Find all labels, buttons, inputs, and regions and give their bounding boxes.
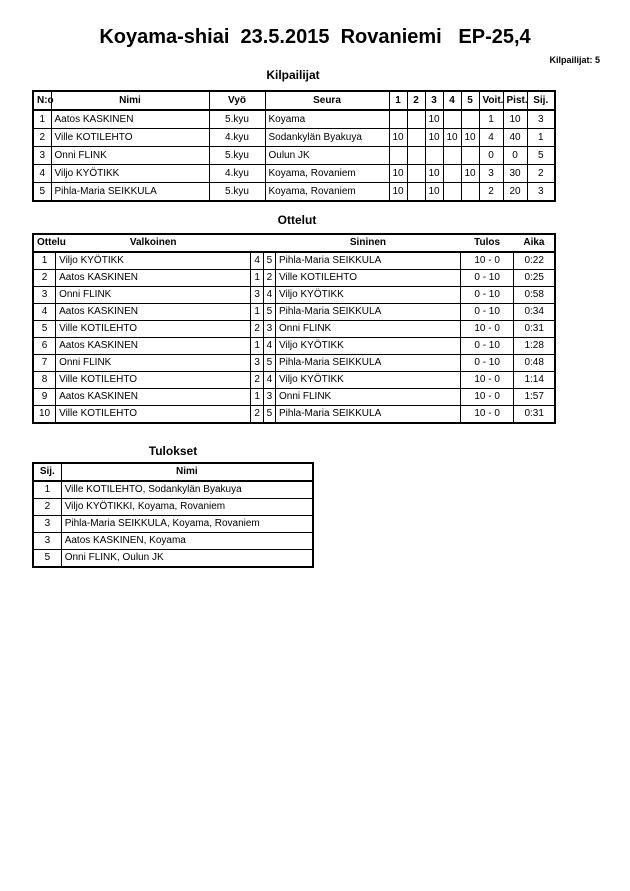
participant-r3 bbox=[425, 147, 443, 165]
match-blue: Pihla-Maria SEIKKULA bbox=[275, 355, 460, 372]
match-white: Viljo KYÖTIKK bbox=[56, 252, 251, 270]
participant-r4: 10 bbox=[443, 129, 461, 147]
participants-table bbox=[32, 90, 556, 202]
result-row bbox=[33, 481, 313, 499]
match-time: 0:58 bbox=[514, 287, 555, 304]
match-time: 1:57 bbox=[514, 389, 555, 406]
match-time: 0:34 bbox=[514, 304, 555, 321]
match-wn: 2 bbox=[251, 372, 263, 389]
participant-name: Onni FLINK bbox=[51, 147, 209, 165]
matches-header-row bbox=[33, 234, 555, 252]
participants-heading: Kilpailijat bbox=[266, 68, 320, 82]
col-header-r2: 2 bbox=[407, 91, 425, 110]
match-bn: 4 bbox=[263, 372, 275, 389]
participant-points: 20 bbox=[503, 183, 527, 202]
participant-place: 3 bbox=[527, 183, 555, 202]
match-row bbox=[33, 406, 555, 424]
participant-belt: 5.kyu bbox=[209, 110, 265, 129]
match-blue: Onni FLINK bbox=[275, 389, 460, 406]
match-bn: 5 bbox=[263, 252, 275, 270]
result-name: Pihla-Maria SEIKKULA, Koyama, Rovaniem bbox=[61, 516, 313, 533]
participant-place: 5 bbox=[527, 147, 555, 165]
match-time: 0:31 bbox=[514, 406, 555, 424]
participant-r1 bbox=[389, 147, 407, 165]
participant-r2 bbox=[407, 165, 425, 183]
match-wn: 1 bbox=[251, 270, 263, 287]
match-time: 0:25 bbox=[514, 270, 555, 287]
participant-r5 bbox=[461, 110, 479, 129]
participant-count: Kilpailijat: 5 bbox=[549, 55, 600, 65]
match-no: 5 bbox=[33, 321, 56, 338]
match-row bbox=[33, 389, 555, 406]
match-result: 0 - 10 bbox=[460, 287, 513, 304]
page-title: Koyama-shiai 23.5.2015 Rovaniemi EP-25,4 bbox=[99, 26, 531, 48]
participant-r3: 10 bbox=[425, 165, 443, 183]
participant-wins: 2 bbox=[479, 183, 503, 202]
participant-place: 2 bbox=[527, 165, 555, 183]
match-wn: 2 bbox=[251, 321, 263, 338]
result-place: 5 bbox=[33, 550, 61, 568]
match-bn: 4 bbox=[263, 287, 275, 304]
participant-belt: 4.kyu bbox=[209, 129, 265, 147]
participant-club: Koyama bbox=[265, 110, 389, 129]
participant-name: Aatos KASKINEN bbox=[51, 110, 209, 129]
match-row bbox=[33, 355, 555, 372]
participant-points: 30 bbox=[503, 165, 527, 183]
match-bn: 5 bbox=[263, 355, 275, 372]
match-result: 10 - 0 bbox=[460, 321, 513, 338]
match-row bbox=[33, 372, 555, 389]
participant-no: 4 bbox=[33, 165, 51, 183]
participant-row bbox=[33, 129, 555, 147]
match-result: 0 - 10 bbox=[460, 338, 513, 355]
match-blue: Pihla-Maria SEIKKULA bbox=[275, 252, 460, 270]
match-result: 0 - 10 bbox=[460, 304, 513, 321]
participant-points: 40 bbox=[503, 129, 527, 147]
match-result: 10 - 0 bbox=[460, 406, 513, 424]
participant-no: 5 bbox=[33, 183, 51, 202]
participant-name: Pihla-Maria SEIKKULA bbox=[51, 183, 209, 202]
match-wn: 3 bbox=[251, 355, 263, 372]
match-time: 0:31 bbox=[514, 321, 555, 338]
participant-wins: 1 bbox=[479, 110, 503, 129]
col-header-name: Nimi bbox=[51, 91, 209, 110]
col-header-no: N:o bbox=[33, 91, 51, 110]
results-heading: Tulokset bbox=[148, 444, 198, 458]
col-header-place: Sij. bbox=[527, 91, 555, 110]
participant-wins: 3 bbox=[479, 165, 503, 183]
match-wn: 4 bbox=[251, 252, 263, 270]
participant-r3: 10 bbox=[425, 183, 443, 202]
match-bn: 5 bbox=[263, 304, 275, 321]
result-row bbox=[33, 499, 313, 516]
result-row bbox=[33, 550, 313, 568]
match-blue: Onni FLINK bbox=[275, 321, 460, 338]
match-row bbox=[33, 321, 555, 338]
matches-table bbox=[32, 233, 556, 424]
participant-row bbox=[33, 165, 555, 183]
match-wn: 1 bbox=[251, 304, 263, 321]
participant-r2 bbox=[407, 147, 425, 165]
match-wn: 2 bbox=[251, 406, 263, 424]
match-row bbox=[33, 252, 555, 270]
participant-name: Viljo KYÖTIKK bbox=[51, 165, 209, 183]
match-blue: Viljo KYÖTIKK bbox=[275, 338, 460, 355]
participant-row bbox=[33, 183, 555, 202]
participant-r4 bbox=[443, 147, 461, 165]
match-no: 6 bbox=[33, 338, 56, 355]
match-bn: 2 bbox=[263, 270, 275, 287]
participant-r5 bbox=[461, 183, 479, 202]
match-time: 1:14 bbox=[514, 372, 555, 389]
col-header-match: Ottelu bbox=[33, 234, 56, 252]
participant-r5 bbox=[461, 147, 479, 165]
results-header-row bbox=[33, 463, 313, 481]
result-name: Aatos KASKINEN, Koyama bbox=[61, 533, 313, 550]
match-no: 4 bbox=[33, 304, 56, 321]
col-header-result: Tulos bbox=[460, 234, 513, 252]
col-header-wins: Voit. bbox=[479, 91, 503, 110]
match-no: 8 bbox=[33, 372, 56, 389]
participant-r1 bbox=[389, 110, 407, 129]
match-no: 3 bbox=[33, 287, 56, 304]
match-blue: Ville KOTILEHTO bbox=[275, 270, 460, 287]
participant-r3: 10 bbox=[425, 129, 443, 147]
match-no: 9 bbox=[33, 389, 56, 406]
col-header-place: Sij. bbox=[33, 463, 61, 481]
match-row bbox=[33, 338, 555, 355]
col-header-white: Valkoinen bbox=[56, 234, 251, 252]
match-result: 0 - 10 bbox=[460, 355, 513, 372]
result-name: Onni FLINK, Oulun JK bbox=[61, 550, 313, 568]
results-table bbox=[32, 462, 314, 568]
match-time: 0:48 bbox=[514, 355, 555, 372]
participant-belt: 4.kyu bbox=[209, 165, 265, 183]
match-white: Onni FLINK bbox=[56, 355, 251, 372]
participant-no: 2 bbox=[33, 129, 51, 147]
participants-header-row bbox=[33, 91, 555, 110]
match-result: 10 - 0 bbox=[460, 389, 513, 406]
match-no: 2 bbox=[33, 270, 56, 287]
participant-name: Ville KOTILEHTO bbox=[51, 129, 209, 147]
participant-row bbox=[33, 147, 555, 165]
col-header-points: Pist. bbox=[503, 91, 527, 110]
participant-r2 bbox=[407, 110, 425, 129]
participant-belt: 5.kyu bbox=[209, 183, 265, 202]
col-header-blue: Sininen bbox=[275, 234, 460, 252]
col-header-r5: 5 bbox=[461, 91, 479, 110]
col-header-time: Aika bbox=[514, 234, 555, 252]
participant-points: 10 bbox=[503, 110, 527, 129]
col-header-r3: 3 bbox=[425, 91, 443, 110]
participant-r1: 10 bbox=[389, 129, 407, 147]
col-header-club: Seura bbox=[265, 91, 389, 110]
participant-place: 3 bbox=[527, 110, 555, 129]
match-blue: Pihla-Maria SEIKKULA bbox=[275, 304, 460, 321]
col-header-belt: Vyö bbox=[209, 91, 265, 110]
match-white: Aatos KASKINEN bbox=[56, 270, 251, 287]
participant-r4 bbox=[443, 183, 461, 202]
match-bn: 5 bbox=[263, 406, 275, 424]
participant-wins: 0 bbox=[479, 147, 503, 165]
match-row bbox=[33, 304, 555, 321]
match-result: 10 - 0 bbox=[460, 372, 513, 389]
participant-place: 1 bbox=[527, 129, 555, 147]
matches-heading: Ottelut bbox=[277, 213, 317, 227]
match-row bbox=[33, 287, 555, 304]
match-no: 1 bbox=[33, 252, 56, 270]
col-header-r4: 4 bbox=[443, 91, 461, 110]
result-name: Ville KOTILEHTO, Sodankylän Byakuya bbox=[61, 481, 313, 499]
match-blue: Pihla-Maria SEIKKULA bbox=[275, 406, 460, 424]
participant-r3: 10 bbox=[425, 110, 443, 129]
result-place: 2 bbox=[33, 499, 61, 516]
match-white: Onni FLINK bbox=[56, 287, 251, 304]
match-white: Ville KOTILEHTO bbox=[56, 372, 251, 389]
participant-r1: 10 bbox=[389, 183, 407, 202]
match-row bbox=[33, 270, 555, 287]
participant-r5: 10 bbox=[461, 129, 479, 147]
match-time: 0:22 bbox=[514, 252, 555, 270]
match-bn: 4 bbox=[263, 338, 275, 355]
match-wn: 3 bbox=[251, 287, 263, 304]
match-bn: 3 bbox=[263, 389, 275, 406]
match-bn: 3 bbox=[263, 321, 275, 338]
participant-belt: 5.kyu bbox=[209, 147, 265, 165]
result-place: 3 bbox=[33, 516, 61, 533]
match-blue: Viljo KYÖTIKK bbox=[275, 287, 460, 304]
match-result: 10 - 0 bbox=[460, 252, 513, 270]
col-header-name: Nimi bbox=[61, 463, 313, 481]
participant-r2 bbox=[407, 129, 425, 147]
result-name: Viljo KYÖTIKKI, Koyama, Rovaniem bbox=[61, 499, 313, 516]
participant-r2 bbox=[407, 183, 425, 202]
result-place: 3 bbox=[33, 533, 61, 550]
participant-r5: 10 bbox=[461, 165, 479, 183]
match-blue: Viljo KYÖTIKK bbox=[275, 372, 460, 389]
match-no: 7 bbox=[33, 355, 56, 372]
match-wn: 1 bbox=[251, 389, 263, 406]
result-row bbox=[33, 516, 313, 533]
participant-club: Koyama, Rovaniem bbox=[265, 165, 389, 183]
match-wn: 1 bbox=[251, 338, 263, 355]
col-header-r1: 1 bbox=[389, 91, 407, 110]
participant-club: Sodankylän Byakuya bbox=[265, 129, 389, 147]
participant-r1: 10 bbox=[389, 165, 407, 183]
participant-wins: 4 bbox=[479, 129, 503, 147]
match-white: Ville KOTILEHTO bbox=[56, 406, 251, 424]
match-white: Aatos KASKINEN bbox=[56, 338, 251, 355]
match-white: Ville KOTILEHTO bbox=[56, 321, 251, 338]
match-no: 10 bbox=[33, 406, 56, 424]
participant-row bbox=[33, 110, 555, 129]
participant-r4 bbox=[443, 110, 461, 129]
match-white: Aatos KASKINEN bbox=[56, 389, 251, 406]
participant-no: 1 bbox=[33, 110, 51, 129]
participant-points: 0 bbox=[503, 147, 527, 165]
match-result: 0 - 10 bbox=[460, 270, 513, 287]
participant-no: 3 bbox=[33, 147, 51, 165]
participant-club: Oulun JK bbox=[265, 147, 389, 165]
match-white: Aatos KASKINEN bbox=[56, 304, 251, 321]
participant-club: Koyama, Rovaniem bbox=[265, 183, 389, 202]
result-row bbox=[33, 533, 313, 550]
participant-r4 bbox=[443, 165, 461, 183]
match-time: 1:28 bbox=[514, 338, 555, 355]
result-place: 1 bbox=[33, 481, 61, 499]
